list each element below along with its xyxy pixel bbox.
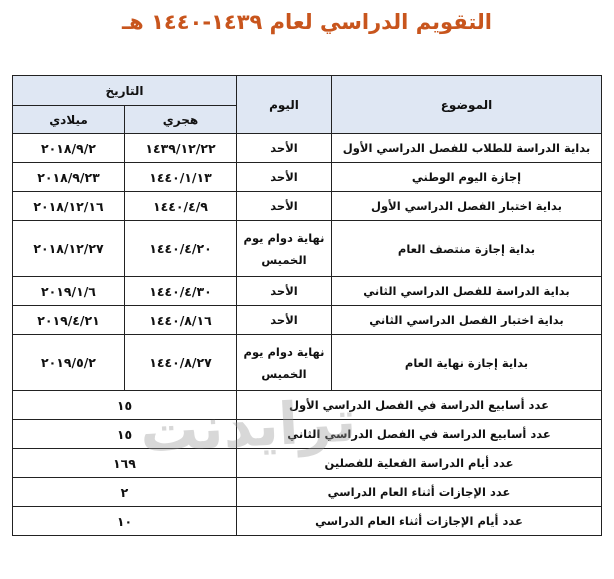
header-topic: الموضوع — [332, 76, 602, 134]
row-gregorian-date: ٢٠١٩/٤/٢١ — [13, 306, 125, 335]
row-gregorian-date: ٢٠١٨/٩/٢٣ — [13, 163, 125, 192]
summary-label: عدد أيام الدراسة الفعلية للفصلين — [237, 449, 602, 478]
row-hijri-date: ١٤٤٠/٤/٩ — [125, 192, 237, 221]
summary-row — [13, 391, 602, 420]
header-hijri: هجري — [125, 106, 237, 134]
table-row — [13, 306, 602, 335]
row-hijri-date: ١٤٤٠/١/١٣ — [125, 163, 237, 192]
row-day: الأحد — [237, 163, 332, 192]
row-topic: إجازة اليوم الوطني — [332, 163, 602, 192]
summary-label: عدد أيام الإجازات أثناء العام الدراسي — [237, 507, 602, 536]
summary-value: ١٦٩ — [13, 449, 237, 478]
row-hijri-date: ١٤٤٠/٨/١٦ — [125, 306, 237, 335]
row-gregorian-date: ٢٠١٨/١٢/٢٧ — [13, 221, 125, 277]
row-hijri-date: ١٤٣٩/١٢/٢٢ — [125, 134, 237, 163]
header-date: التاريخ — [13, 76, 237, 106]
summary-label: عدد أسابيع الدراسة في الفصل الدراسي الثاني — [237, 420, 602, 449]
row-day: الأحد — [237, 306, 332, 335]
row-gregorian-date: ٢٠١٨/٩/٢ — [13, 134, 125, 163]
summary-row — [13, 449, 602, 478]
table-row — [13, 335, 602, 391]
row-topic: بداية اختبار الفصل الدراسي الثاني — [332, 306, 602, 335]
summary-value: ١٥ — [13, 391, 237, 420]
row-day: الأحد — [237, 192, 332, 221]
header-gregorian: ميلادي — [13, 106, 125, 134]
header-day: اليوم — [237, 76, 332, 134]
watermark: ترايدنت — [138, 386, 358, 466]
summary-value: ١٠ — [13, 507, 237, 536]
summary-value: ٢ — [13, 478, 237, 507]
page-title: التقويم الدراسي لعام ١٤٣٩-١٤٤٠ هـ — [122, 10, 492, 34]
summary-label: عدد الإجازات أثناء العام الدراسي — [237, 478, 602, 507]
row-hijri-date: ١٤٤٠/٤/٣٠ — [125, 277, 237, 306]
row-gregorian-date: ٢٠١٩/٥/٢ — [13, 335, 125, 391]
summary-label: عدد أسابيع الدراسة في الفصل الدراسي الأول — [237, 391, 602, 420]
row-day: الأحد — [237, 134, 332, 163]
row-hijri-date: ١٤٤٠/٨/٢٧ — [125, 335, 237, 391]
summary-row — [13, 420, 602, 449]
row-topic: بداية الدراسة للفصل الدراسي الثاني — [332, 277, 602, 306]
row-day: نهاية دوام يوم الخميس — [237, 335, 332, 391]
table-row — [13, 221, 602, 277]
summary-row — [13, 478, 602, 507]
row-topic: بداية إجازة نهاية العام — [332, 335, 602, 391]
row-day: نهاية دوام يوم الخميس — [237, 221, 332, 277]
row-hijri-date: ١٤٤٠/٤/٢٠ — [125, 221, 237, 277]
row-gregorian-date: ٢٠١٨/١٢/١٦ — [13, 192, 125, 221]
table-row — [13, 134, 602, 163]
summary-value: ١٥ — [13, 420, 237, 449]
summary-row — [13, 507, 602, 536]
row-gregorian-date: ٢٠١٩/١/٦ — [13, 277, 125, 306]
row-topic: بداية إجازة منتصف العام — [332, 221, 602, 277]
row-topic: بداية اختبار الفصل الدراسي الأول — [332, 192, 602, 221]
academic-calendar-table — [12, 75, 602, 536]
row-day: الأحد — [237, 277, 332, 306]
table-row — [13, 192, 602, 221]
row-topic: بداية الدراسة للطلاب للفصل الدراسي الأول — [332, 134, 602, 163]
table-row — [13, 277, 602, 306]
table-row — [13, 163, 602, 192]
